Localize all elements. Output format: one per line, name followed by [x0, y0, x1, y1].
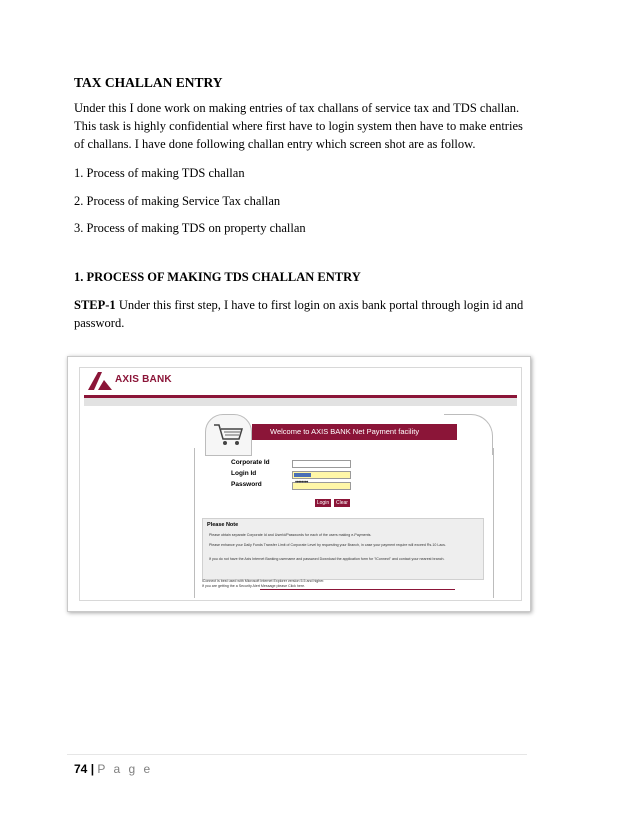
login-portal	[79, 367, 522, 601]
bank-name: AXIS BANK	[115, 374, 172, 385]
list-item: 3. Process of making TDS on property challan	[74, 221, 306, 235]
page-label: P a g e	[97, 762, 153, 776]
password-input[interactable]	[292, 482, 351, 490]
browser-note: iConnect is best used with Microsoft Internet Explorer version 5.5 and higher.	[202, 579, 325, 583]
section-heading: 1. PROCESS OF MAKING TDS CHALLAN ENTRY	[74, 270, 361, 284]
login-id-label: Login Id	[231, 470, 257, 477]
intro-paragraph: Under this I done work on making entries of tax challans of service tax and TDS challan. This task is highly confidential where first have to login system then have to make entries of challans. I have done following challan entry which screen shot are as follow.	[74, 101, 523, 151]
note-item: Please enhance your Daily Funds Transfer Limit of Corporate Level by requesting your Branch, in case your payment require will exceed Rs.10 Lacs.	[209, 543, 446, 547]
shopping-cart-icon	[212, 421, 246, 449]
page-number: 74	[74, 762, 88, 776]
page-footer	[74, 762, 153, 776]
step-paragraph	[74, 296, 534, 332]
please-note-box	[202, 518, 484, 580]
login-id-value	[294, 473, 311, 477]
clear-button[interactable]: Clear	[334, 499, 350, 507]
step-text: Under this first step, I have to first login on axis bank portal through login id and password.	[74, 298, 524, 330]
password-label: Password	[231, 481, 262, 488]
corporate-id-label: Corporate Id	[231, 459, 270, 466]
login-button[interactable]: Login	[316, 500, 330, 506]
welcome-banner: Welcome to AXIS BANK Net Payment facility	[252, 424, 457, 440]
note-item: If you do not have the Axis Internet Banking username and password Download the application form for "iConnect" and contact your nearest branch.	[209, 557, 445, 561]
corporate-id-input[interactable]	[292, 460, 351, 468]
embedded-screenshot	[67, 356, 531, 612]
list-item: 2. Process of making Service Tax challan	[74, 194, 281, 208]
login-id-input[interactable]	[292, 471, 351, 479]
step-label: STEP-1	[74, 298, 116, 312]
axis-bank-logo-icon	[88, 372, 112, 390]
password-value: ••••••••	[295, 480, 308, 486]
security-alert-link[interactable]: If you are getting the a Security Alert Message please Click here.	[202, 584, 306, 588]
header-band	[84, 398, 517, 406]
footer-rule	[67, 754, 527, 755]
footer-separator: |	[87, 762, 98, 776]
list-item: 1. Process of making TDS challan	[74, 166, 245, 180]
page-heading: TAX CHALLAN ENTRY	[74, 75, 223, 90]
note-item: Please obtain separate Corporate Id and UserId/Passwords for each of the users making e-Payments.	[209, 533, 372, 537]
portal-header	[80, 368, 521, 394]
note-title: Please Note	[207, 522, 239, 528]
footer-divider	[260, 589, 455, 590]
